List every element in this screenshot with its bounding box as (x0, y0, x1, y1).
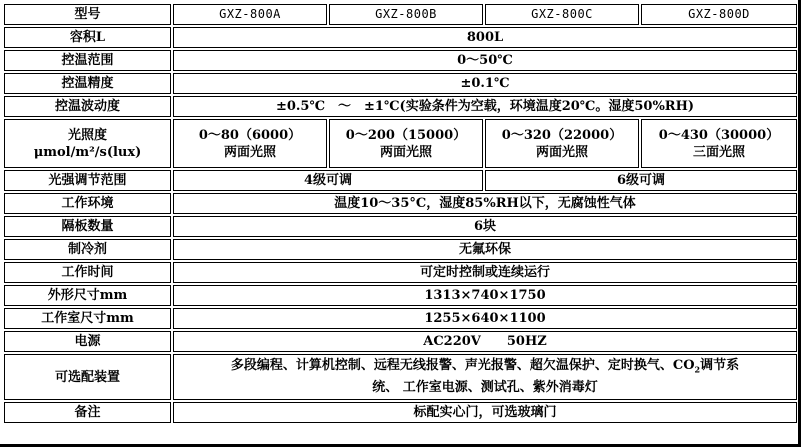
spec-table (2, 2, 799, 425)
row-environment (4, 193, 797, 214)
label-model: 型号 (4, 4, 171, 25)
row-remarks (4, 402, 797, 423)
row-shelves (4, 216, 797, 237)
value-temp-accuracy: ±0.1℃ (173, 73, 797, 94)
value-inner-size: 1255×640×1100 (173, 308, 797, 329)
label-refrigerant: 制冷剂 (4, 239, 171, 260)
label-illuminance-title: 光照度 (67, 127, 107, 143)
row-light-adjust (4, 170, 797, 191)
illuminance-range: 0～320（22000） (501, 127, 623, 143)
label-power: 电源 (4, 331, 171, 352)
label-light-adjust: 光强调节范围 (4, 170, 171, 191)
label-illuminance-unit: μmol/m²/s(lux) (33, 144, 142, 160)
row-temp-range (4, 50, 797, 71)
row-illuminance (4, 119, 797, 168)
value-outer-size: 1313×740×1750 (173, 285, 797, 306)
value-temp-fluctuation: ±0.5℃ ～ ±1℃(实验条件为空载，环境温度20℃。湿度50%RH) (173, 96, 797, 117)
value-options (173, 354, 797, 400)
illuminance-b (329, 119, 483, 168)
illuminance-c (485, 119, 639, 168)
row-temp-accuracy (4, 73, 797, 94)
row-refrigerant (4, 239, 797, 260)
row-inner-size (4, 308, 797, 329)
label-remarks: 备注 (4, 402, 171, 423)
label-environment: 工作环境 (4, 193, 171, 214)
label-shelves: 隔板数量 (4, 216, 171, 237)
illuminance-a (173, 119, 327, 168)
label-options: 可选配装置 (4, 354, 171, 400)
illuminance-mode: 三面光照 (692, 144, 745, 160)
model-d: GXZ-800D (641, 4, 797, 25)
row-power (4, 331, 797, 352)
label-outer-size: 外形尺寸mm (4, 285, 171, 306)
illuminance-range: 0～200（15000） (345, 127, 467, 143)
illuminance-d (641, 119, 797, 168)
options-line-2: 统、 工作室电源、测试孔、紫外消毒灯 (372, 379, 598, 395)
label-temp-range: 控温范围 (4, 50, 171, 71)
row-options (4, 354, 797, 400)
value-work-time: 可定时控制或连续运行 (173, 262, 797, 283)
illuminance-range: 0～430（30000） (658, 127, 780, 143)
options-line-1 (176, 357, 794, 379)
illuminance-mode: 两面光照 (223, 144, 276, 160)
co2-subscript: 2 (694, 364, 701, 375)
value-environment: 温度10～35°C，湿度85%RH以下，无腐蚀性气体 (173, 193, 797, 214)
value-temp-range: 0～50℃ (173, 50, 797, 71)
label-temp-accuracy: 控温精度 (4, 73, 171, 94)
label-work-time: 工作时间 (4, 262, 171, 283)
illuminance-range: 0～80（6000） (198, 127, 302, 143)
value-refrigerant: 无氟环保 (173, 239, 797, 260)
options-line-1-tail: 调节系 (700, 358, 740, 374)
value-shelves: 6块 (173, 216, 797, 237)
value-remarks: 标配实心门，可选玻璃门 (173, 402, 797, 423)
value-volume: 800L (173, 27, 797, 48)
label-inner-size: 工作室尺寸mm (4, 308, 171, 329)
illuminance-mode: 两面光照 (379, 144, 432, 160)
row-temp-fluctuation (4, 96, 797, 117)
label-illuminance (4, 119, 171, 168)
value-light-adjust-right: 6级可调 (485, 170, 797, 191)
model-b: GXZ-800B (329, 4, 483, 25)
row-work-time (4, 262, 797, 283)
illuminance-mode: 两面光照 (535, 144, 588, 160)
model-a: GXZ-800A (173, 4, 327, 25)
value-power: AC220V 50HZ (173, 331, 797, 352)
row-model (4, 4, 797, 25)
row-volume (4, 27, 797, 48)
label-temp-fluctuation: 控温波动度 (4, 96, 171, 117)
label-volume: 容积L (4, 27, 171, 48)
value-light-adjust-left: 4级可调 (173, 170, 483, 191)
options-line-1-text: 多段编程、计算机控制、远程无线报警、声光报警、超欠温保护、定时换气、CO (230, 358, 695, 374)
row-outer-size (4, 285, 797, 306)
model-c: GXZ-800C (485, 4, 639, 25)
